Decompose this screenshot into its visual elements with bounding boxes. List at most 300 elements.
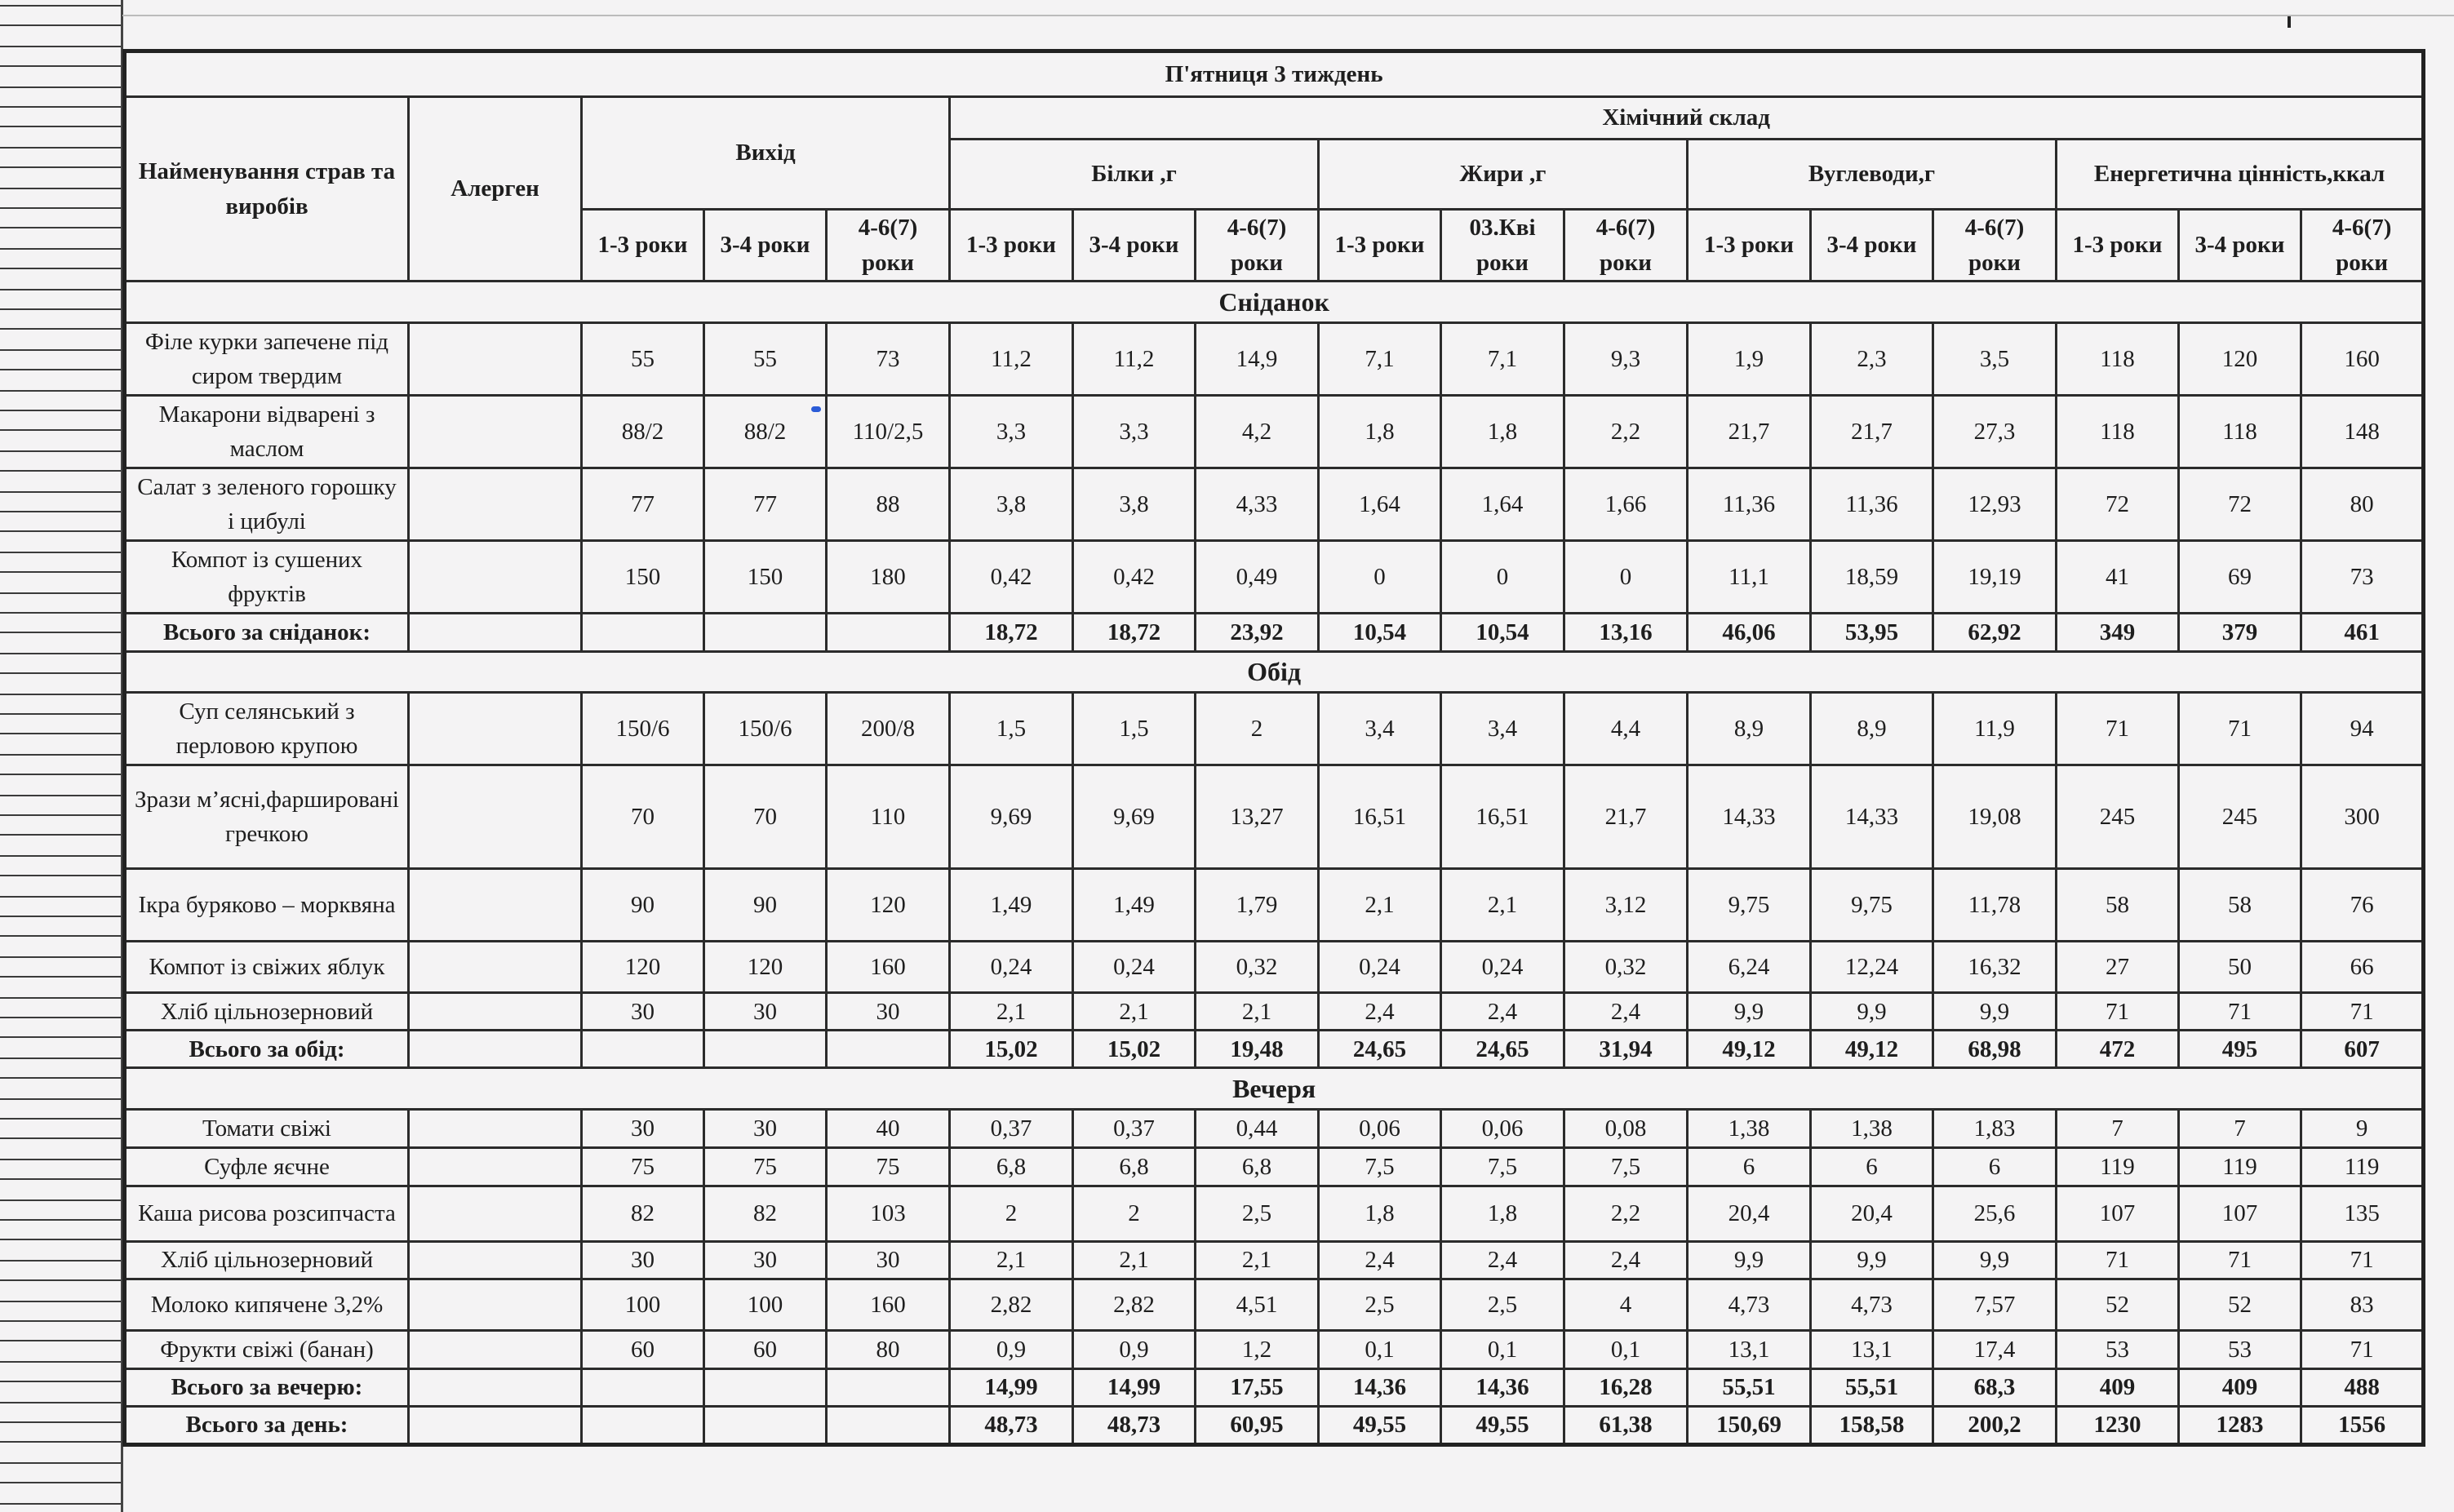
value-cell: 3,4 — [1441, 693, 1564, 765]
value-cell: 0 — [1319, 541, 1441, 614]
total-value: 488 — [2301, 1368, 2424, 1406]
value-cell: 160 — [827, 941, 950, 993]
value-cell: 40 — [827, 1109, 950, 1147]
value-cell: 6,8 — [950, 1148, 1073, 1186]
value-cell: 120 — [582, 941, 704, 993]
value-cell: 14,9 — [1196, 322, 1319, 395]
total-value: 14,99 — [950, 1368, 1073, 1406]
value-cell: 1,49 — [950, 869, 1073, 941]
value-cell: 107 — [2057, 1186, 2179, 1242]
value-cell: 4,73 — [1688, 1279, 1811, 1331]
dish-name: Компот із сушених фруктів — [125, 541, 409, 614]
value-cell: 9,9 — [1811, 1241, 1933, 1279]
value-cell: 4 — [1564, 1279, 1688, 1331]
dish-name: Салат з зеленого горошку і цибулі — [125, 468, 409, 541]
value-cell: 72 — [2057, 468, 2179, 541]
value-cell: 4,73 — [1811, 1279, 1933, 1331]
day-total-value: 150,69 — [1688, 1406, 1811, 1444]
age-header: 4-6(7) роки — [2301, 210, 2424, 282]
value-cell: 0,1 — [1441, 1331, 1564, 1368]
dish-name: Томати свіжі — [125, 1109, 409, 1147]
value-cell: 14,33 — [1688, 765, 1811, 869]
total-value: 46,06 — [1688, 614, 1811, 651]
value-cell: 30 — [827, 993, 950, 1031]
value-cell: 150 — [582, 541, 704, 614]
value-cell: 9,9 — [1811, 993, 1933, 1031]
value-cell: 100 — [582, 1279, 704, 1331]
value-cell: 2,4 — [1564, 1241, 1688, 1279]
total-value: 17,55 — [1196, 1368, 1319, 1406]
value-cell: 0,42 — [1073, 541, 1196, 614]
value-cell: 11,78 — [1933, 869, 2057, 941]
header-allergen: Алерген — [409, 97, 582, 282]
value-cell: 13,1 — [1811, 1331, 1933, 1368]
value-cell: 7,57 — [1933, 1279, 2057, 1331]
value-cell: 1,66 — [1564, 468, 1688, 541]
value-cell: 8,9 — [1688, 693, 1811, 765]
allergen-cell — [409, 1109, 582, 1147]
value-cell: 3,3 — [1073, 395, 1196, 468]
value-cell: 88 — [827, 468, 950, 541]
dish-name: Зрази м’ясні,фаршировані гречкою — [125, 765, 409, 869]
header-fat: Жири ,г — [1319, 140, 1688, 210]
section-row — [125, 1068, 2424, 1110]
value-cell: 0,9 — [1073, 1331, 1196, 1368]
value-cell: 30 — [582, 1109, 704, 1147]
empty-cell — [827, 614, 950, 651]
total-label: Всього за обід: — [125, 1031, 409, 1068]
value-cell: 135 — [2301, 1186, 2424, 1242]
table-row — [125, 322, 2424, 395]
value-cell: 1,5 — [1073, 693, 1196, 765]
section-row — [125, 651, 2424, 693]
empty-cell — [582, 1368, 704, 1406]
value-cell: 7,5 — [1319, 1148, 1441, 1186]
value-cell: 14,33 — [1811, 765, 1933, 869]
value-cell: 2 — [1073, 1186, 1196, 1242]
allergen-cell — [409, 765, 582, 869]
value-cell: 88/2 — [704, 395, 827, 468]
total-value: 68,98 — [1933, 1031, 2057, 1068]
value-cell: 30 — [704, 993, 827, 1031]
value-cell: 17,4 — [1933, 1331, 2057, 1368]
age-header: 3-4 роки — [1811, 210, 1933, 282]
day-total-value: 1556 — [2301, 1406, 2424, 1444]
value-cell: 30 — [582, 1241, 704, 1279]
value-cell: 9,9 — [1933, 1241, 2057, 1279]
value-cell: 20,4 — [1811, 1186, 1933, 1242]
day-total-value: 48,73 — [1073, 1406, 1196, 1444]
value-cell: 75 — [827, 1148, 950, 1186]
pen-mark — [2288, 16, 2291, 28]
dish-name: Каша рисова розсипчаста — [125, 1186, 409, 1242]
value-cell: 6,24 — [1688, 941, 1811, 993]
value-cell: 120 — [827, 869, 950, 941]
value-cell: 0,9 — [950, 1331, 1073, 1368]
value-cell: 71 — [2179, 693, 2301, 765]
age-header: 1-3 роки — [582, 210, 704, 282]
total-value: 23,92 — [1196, 614, 1319, 651]
total-value: 55,51 — [1688, 1368, 1811, 1406]
value-cell: 71 — [2057, 693, 2179, 765]
value-cell: 3,3 — [950, 395, 1073, 468]
day-total-value: 61,38 — [1564, 1406, 1688, 1444]
value-cell: 30 — [827, 1241, 950, 1279]
value-cell: 4,4 — [1564, 693, 1688, 765]
value-cell: 1,64 — [1441, 468, 1564, 541]
value-cell: 77 — [704, 468, 827, 541]
value-cell: 2,2 — [1564, 395, 1688, 468]
value-cell: 118 — [2057, 322, 2179, 395]
allergen-cell — [409, 541, 582, 614]
total-value: 49,12 — [1688, 1031, 1811, 1068]
value-cell: 71 — [2179, 993, 2301, 1031]
value-cell: 103 — [827, 1186, 950, 1242]
table-row — [125, 1148, 2424, 1186]
allergen-cell — [409, 1331, 582, 1368]
total-value: 14,99 — [1073, 1368, 1196, 1406]
value-cell: 6 — [1811, 1148, 1933, 1186]
value-cell: 1,79 — [1196, 869, 1319, 941]
age-header: 1-3 роки — [1688, 210, 1811, 282]
value-cell: 18,59 — [1811, 541, 1933, 614]
value-cell: 2,82 — [950, 1279, 1073, 1331]
value-cell: 50 — [2179, 941, 2301, 993]
value-cell: 30 — [582, 993, 704, 1031]
empty-cell — [409, 1031, 582, 1068]
table-row — [125, 468, 2424, 541]
value-cell: 71 — [2179, 1241, 2301, 1279]
value-cell: 1,38 — [1811, 1109, 1933, 1147]
table-row — [125, 765, 2424, 869]
value-cell: 2 — [950, 1186, 1073, 1242]
value-cell: 90 — [704, 869, 827, 941]
age-header: 03.Кві роки — [1441, 210, 1564, 282]
value-cell: 21,7 — [1564, 765, 1688, 869]
total-value: 379 — [2179, 614, 2301, 651]
value-cell: 2,5 — [1319, 1279, 1441, 1331]
header-output: Вихід — [582, 97, 950, 210]
value-cell: 2 — [1196, 693, 1319, 765]
value-cell: 245 — [2179, 765, 2301, 869]
value-cell: 2,2 — [1564, 1186, 1688, 1242]
value-cell: 2,1 — [1319, 869, 1441, 941]
value-cell: 9,75 — [1811, 869, 1933, 941]
header-chemical-composition: Хімічний склад — [950, 97, 2424, 140]
day-total-value: 48,73 — [950, 1406, 1073, 1444]
total-value: 55,51 — [1811, 1368, 1933, 1406]
value-cell: 80 — [827, 1331, 950, 1368]
value-cell: 2,1 — [1441, 869, 1564, 941]
dish-name: Макарони відварені з маслом — [125, 395, 409, 468]
value-cell: 107 — [2179, 1186, 2301, 1242]
table-row — [125, 941, 2424, 993]
value-cell: 7 — [2179, 1109, 2301, 1147]
value-cell: 21,7 — [1688, 395, 1811, 468]
value-cell: 0 — [1564, 541, 1688, 614]
value-cell: 2,4 — [1441, 993, 1564, 1031]
empty-cell — [704, 1368, 827, 1406]
empty-cell — [409, 1406, 582, 1444]
value-cell: 3,12 — [1564, 869, 1688, 941]
allergen-cell — [409, 693, 582, 765]
value-cell: 118 — [2057, 395, 2179, 468]
value-cell: 13,27 — [1196, 765, 1319, 869]
total-value: 31,94 — [1564, 1031, 1688, 1068]
total-value: 472 — [2057, 1031, 2179, 1068]
empty-cell — [582, 614, 704, 651]
total-value: 18,72 — [950, 614, 1073, 651]
value-cell: 20,4 — [1688, 1186, 1811, 1242]
allergen-cell — [409, 1241, 582, 1279]
value-cell: 82 — [582, 1186, 704, 1242]
allergen-cell — [409, 322, 582, 395]
total-value: 68,3 — [1933, 1368, 2057, 1406]
value-cell: 9,9 — [1933, 993, 2057, 1031]
value-cell: 27,3 — [1933, 395, 2057, 468]
value-cell: 2,1 — [1196, 993, 1319, 1031]
total-value: 461 — [2301, 614, 2424, 651]
value-cell: 88/2 — [582, 395, 704, 468]
total-value: 14,36 — [1441, 1368, 1564, 1406]
value-cell: 16,32 — [1933, 941, 2057, 993]
value-cell: 11,36 — [1688, 468, 1811, 541]
total-value: 62,92 — [1933, 614, 2057, 651]
age-header: 1-3 роки — [950, 210, 1073, 282]
age-header: 3-4 роки — [1073, 210, 1196, 282]
value-cell: 4,33 — [1196, 468, 1319, 541]
value-cell: 19,08 — [1933, 765, 2057, 869]
age-header: 3-4 роки — [2179, 210, 2301, 282]
allergen-cell — [409, 869, 582, 941]
value-cell: 0,37 — [1073, 1109, 1196, 1147]
allergen-cell — [409, 1148, 582, 1186]
value-cell: 53 — [2057, 1331, 2179, 1368]
value-cell: 6 — [1933, 1148, 2057, 1186]
value-cell: 120 — [2179, 322, 2301, 395]
value-cell: 2,5 — [1196, 1186, 1319, 1242]
value-cell: 52 — [2057, 1279, 2179, 1331]
table-row — [125, 1279, 2424, 1331]
total-value: 19,48 — [1196, 1031, 1319, 1068]
header-carbs: Вуглеводи,г — [1688, 140, 2057, 210]
value-cell: 2,1 — [950, 1241, 1073, 1279]
value-cell: 66 — [2301, 941, 2424, 993]
value-cell: 19,19 — [1933, 541, 2057, 614]
empty-cell — [704, 1031, 827, 1068]
value-cell: 0,49 — [1196, 541, 1319, 614]
value-cell: 52 — [2179, 1279, 2301, 1331]
value-cell: 71 — [2301, 993, 2424, 1031]
total-value: 24,65 — [1319, 1031, 1441, 1068]
table-body — [125, 282, 2424, 1445]
table-row — [125, 1331, 2424, 1368]
value-cell: 0,06 — [1319, 1109, 1441, 1147]
value-cell: 7,5 — [1441, 1148, 1564, 1186]
value-cell: 90 — [582, 869, 704, 941]
value-cell: 150/6 — [582, 693, 704, 765]
total-value: 18,72 — [1073, 614, 1196, 651]
value-cell: 4,2 — [1196, 395, 1319, 468]
table-row — [125, 1109, 2424, 1147]
day-total-value: 49,55 — [1319, 1406, 1441, 1444]
value-cell: 2,4 — [1319, 993, 1441, 1031]
value-cell: 0,42 — [950, 541, 1073, 614]
age-header: 4-6(7) роки — [1933, 210, 2057, 282]
value-cell: 0,1 — [1564, 1331, 1688, 1368]
value-cell: 2,4 — [1441, 1241, 1564, 1279]
empty-cell — [582, 1406, 704, 1444]
value-cell: 3,5 — [1933, 322, 2057, 395]
value-cell: 2,3 — [1811, 322, 1933, 395]
total-value: 409 — [2057, 1368, 2179, 1406]
value-cell: 2,1 — [1196, 1241, 1319, 1279]
table-row — [125, 693, 2424, 765]
dish-name: Суп селянський з перловою крупою — [125, 693, 409, 765]
value-cell: 60 — [582, 1331, 704, 1368]
total-value: 409 — [2179, 1368, 2301, 1406]
day-total-label: Всього за день: — [125, 1406, 409, 1444]
value-cell: 1,9 — [1688, 322, 1811, 395]
value-cell: 30 — [704, 1109, 827, 1147]
value-cell: 3,8 — [1073, 468, 1196, 541]
value-cell: 160 — [827, 1279, 950, 1331]
value-cell: 0,32 — [1564, 941, 1688, 993]
value-cell: 71 — [2301, 1241, 2424, 1279]
value-cell: 180 — [827, 541, 950, 614]
total-value: 15,02 — [1073, 1031, 1196, 1068]
section-title: Обід — [125, 651, 2424, 693]
value-cell: 0,32 — [1196, 941, 1319, 993]
value-cell: 150/6 — [704, 693, 827, 765]
value-cell: 41 — [2057, 541, 2179, 614]
empty-cell — [409, 1368, 582, 1406]
value-cell: 1,8 — [1441, 395, 1564, 468]
value-cell: 0,24 — [950, 941, 1073, 993]
value-cell: 69 — [2179, 541, 2301, 614]
day-total-row — [125, 1406, 2424, 1444]
header-protein: Білки ,г — [950, 140, 1319, 210]
value-cell: 118 — [2179, 395, 2301, 468]
value-cell: 73 — [2301, 541, 2424, 614]
value-cell: 9 — [2301, 1109, 2424, 1147]
value-cell: 58 — [2057, 869, 2179, 941]
total-value: 16,28 — [1564, 1368, 1688, 1406]
value-cell: 94 — [2301, 693, 2424, 765]
value-cell: 11,36 — [1811, 468, 1933, 541]
section-title: Вечеря — [125, 1068, 2424, 1110]
value-cell: 1,64 — [1319, 468, 1441, 541]
value-cell: 2,1 — [950, 993, 1073, 1031]
day-total-value: 158,58 — [1811, 1406, 1933, 1444]
value-cell: 110 — [827, 765, 950, 869]
value-cell: 25,6 — [1933, 1186, 2057, 1242]
value-cell: 0,24 — [1073, 941, 1196, 993]
table-row — [125, 869, 2424, 941]
value-cell: 119 — [2057, 1148, 2179, 1186]
value-cell: 0,24 — [1441, 941, 1564, 993]
value-cell: 71 — [2057, 1241, 2179, 1279]
total-row — [125, 1368, 2424, 1406]
value-cell: 7,1 — [1441, 322, 1564, 395]
empty-cell — [827, 1368, 950, 1406]
age-header: 1-3 роки — [2057, 210, 2179, 282]
allergen-cell — [409, 1279, 582, 1331]
value-cell: 75 — [582, 1148, 704, 1186]
empty-cell — [409, 614, 582, 651]
section-row — [125, 282, 2424, 323]
total-row — [125, 1031, 2424, 1068]
age-header: 4-6(7) роки — [1564, 210, 1688, 282]
value-cell: 1,49 — [1073, 869, 1196, 941]
day-total-value: 49,55 — [1441, 1406, 1564, 1444]
total-label: Всього за вечерю: — [125, 1368, 409, 1406]
total-value: 49,12 — [1811, 1031, 1933, 1068]
value-cell: 1,5 — [950, 693, 1073, 765]
day-total-value: 1283 — [2179, 1406, 2301, 1444]
value-cell: 9,3 — [1564, 322, 1688, 395]
empty-cell — [827, 1406, 950, 1444]
value-cell: 75 — [704, 1148, 827, 1186]
value-cell: 72 — [2179, 468, 2301, 541]
value-cell: 9,69 — [950, 765, 1073, 869]
total-value: 53,95 — [1811, 614, 1933, 651]
value-cell: 200/8 — [827, 693, 950, 765]
total-value: 495 — [2179, 1031, 2301, 1068]
total-value: 10,54 — [1441, 614, 1564, 651]
value-cell: 11,2 — [1073, 322, 1196, 395]
value-cell: 30 — [704, 1241, 827, 1279]
value-cell: 7,1 — [1319, 322, 1441, 395]
value-cell: 0,08 — [1564, 1109, 1688, 1147]
value-cell: 119 — [2301, 1148, 2424, 1186]
value-cell: 0,37 — [950, 1109, 1073, 1147]
value-cell: 70 — [582, 765, 704, 869]
value-cell: 9,9 — [1688, 993, 1811, 1031]
value-cell: 73 — [827, 322, 950, 395]
empty-cell — [704, 1406, 827, 1444]
menu-table — [122, 49, 2425, 1447]
age-header: 3-4 роки — [704, 210, 827, 282]
value-cell: 120 — [704, 941, 827, 993]
allergen-cell — [409, 993, 582, 1031]
total-value: 13,16 — [1564, 614, 1688, 651]
dish-name: Філе курки запечене під сиром твердим — [125, 322, 409, 395]
table-row — [125, 1241, 2424, 1279]
value-cell: 150 — [704, 541, 827, 614]
empty-cell — [827, 1031, 950, 1068]
day-total-value: 1230 — [2057, 1406, 2179, 1444]
value-cell: 70 — [704, 765, 827, 869]
value-cell: 245 — [2057, 765, 2179, 869]
value-cell: 0,24 — [1319, 941, 1441, 993]
value-cell: 12,93 — [1933, 468, 2057, 541]
value-cell: 4,51 — [1196, 1279, 1319, 1331]
margin-ruling — [0, 0, 122, 1512]
value-cell: 2,4 — [1319, 1241, 1441, 1279]
value-cell: 60 — [704, 1331, 827, 1368]
value-cell: 6,8 — [1196, 1148, 1319, 1186]
value-cell: 110/2,5 — [827, 395, 950, 468]
value-cell: 1,2 — [1196, 1331, 1319, 1368]
empty-cell — [582, 1031, 704, 1068]
value-cell: 2,1 — [1073, 1241, 1196, 1279]
value-cell: 83 — [2301, 1279, 2424, 1331]
value-cell: 6 — [1688, 1148, 1811, 1186]
total-value: 15,02 — [950, 1031, 1073, 1068]
total-label: Всього за сніданок: — [125, 614, 409, 651]
value-cell: 77 — [582, 468, 704, 541]
